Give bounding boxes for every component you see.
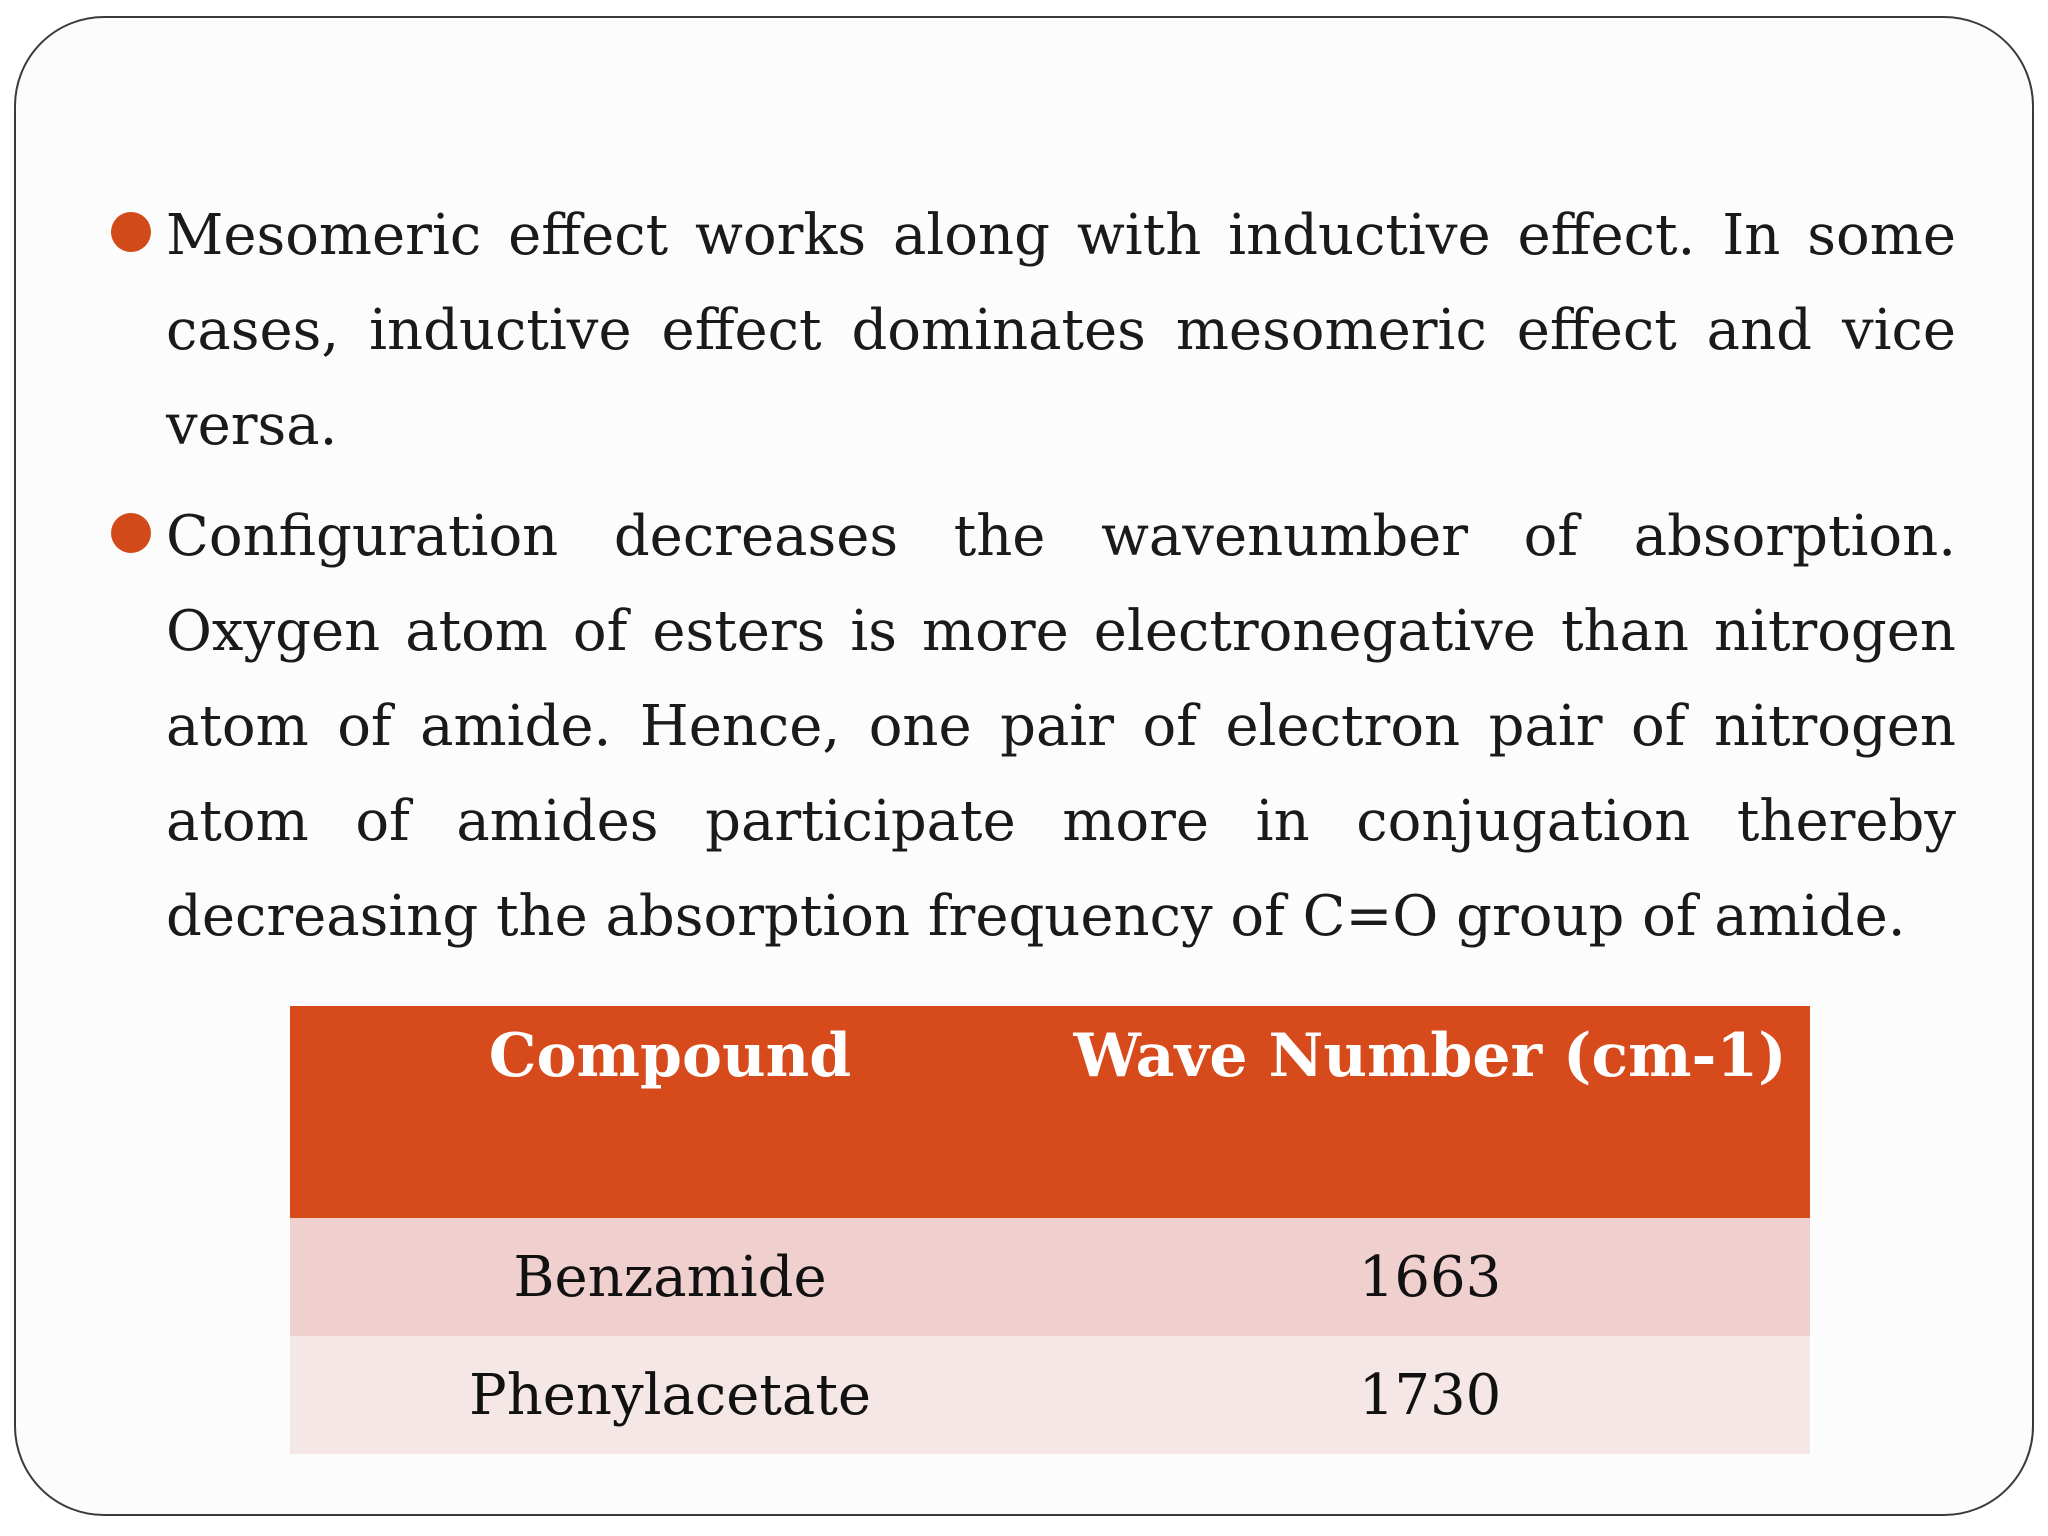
bullet-item	[111, 489, 1956, 964]
bullet-text: Mesomeric effect works along with inductive effect. In some cases, inductive effect dominates mesomeric effect and vice versa.	[166, 203, 1956, 458]
table-cell-compound: Phenylacetate	[290, 1336, 1050, 1454]
bullet-text: Configuration decreases the wavenumber of absorption. Oxygen atom of esters is more electronegative than nitrogen atom of amide. Hence, one pair of electron pair of nitrogen atom of amides participate more in conjugation thereby decreasing the absorption frequency of C=O group of amide.	[166, 504, 1956, 949]
column-header-compound: Compound	[290, 1006, 1050, 1218]
bullet-list	[111, 188, 1956, 964]
table-row	[290, 1336, 1810, 1454]
table-header-row	[290, 1006, 1810, 1218]
bullet-dot-icon	[111, 212, 151, 252]
bullet-item	[111, 188, 1956, 473]
table-cell-wave-number: 1730	[1050, 1336, 1810, 1454]
wave-number-table	[290, 1006, 1810, 1454]
table-row	[290, 1218, 1810, 1336]
table-cell-compound: Benzamide	[290, 1218, 1050, 1336]
table-cell-wave-number: 1663	[1050, 1218, 1810, 1336]
column-header-wave-number: Wave Number (cm-1)	[1050, 1006, 1810, 1218]
bullet-dot-icon	[111, 513, 151, 553]
